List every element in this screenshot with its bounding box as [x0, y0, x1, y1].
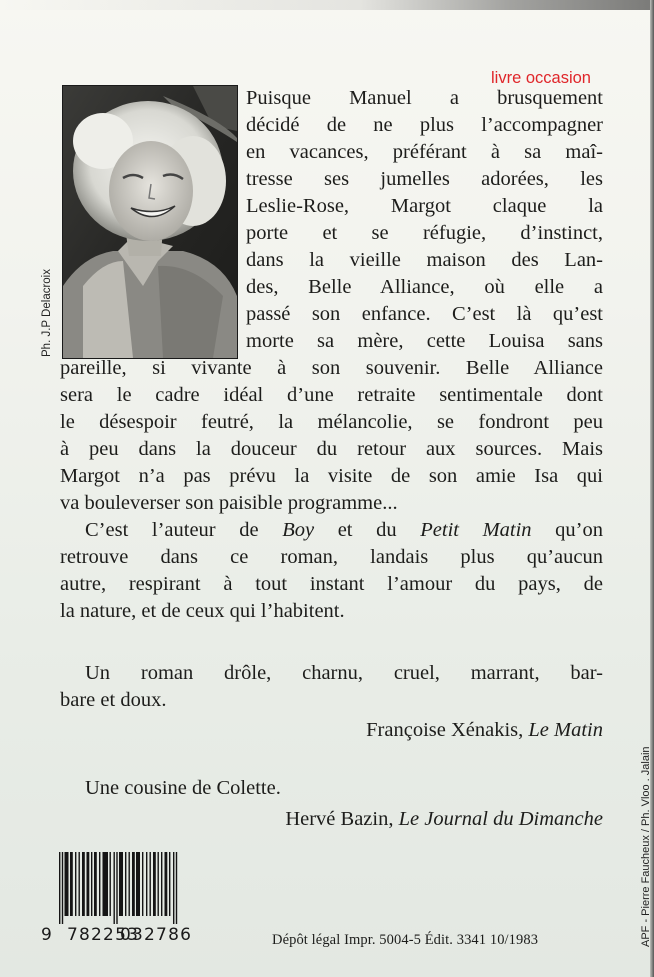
blurb-line: sera le cadre idéal d’une retraite sentimentale dont — [60, 384, 603, 406]
barcode-right-group: 032786 — [120, 925, 193, 945]
blurb-line: dans la vieille maison des Lan- — [246, 249, 603, 271]
blurb-line: décidé de ne plus l’accompagner — [246, 114, 603, 136]
blurb-line: Margot n’a pas prévu la visite de son amie Isa qui — [60, 465, 603, 487]
blurb-line: à peu dans la douceur du retour aux sources. Mais — [60, 438, 603, 460]
review-source: Le Matin — [528, 719, 603, 741]
text-run: qu’on — [531, 519, 603, 541]
blurb-line: la nature, et de ceux qui l’habitent. — [60, 600, 345, 622]
blurb-line: le désespoir feutré, la mélancolie, se fondront peu — [60, 411, 603, 433]
blurb-line: porte et se réfugie, d’instinct, — [246, 222, 603, 244]
blurb-line: pareille, si vivante à son souvenir. Belle Alliance — [60, 357, 603, 379]
watermark-label: livre occasion — [491, 69, 591, 87]
top-edge-shadow — [0, 0, 654, 10]
review-attribution — [366, 717, 603, 744]
text-run: et du — [314, 519, 421, 541]
blurb-line: des, Belle Alliance, où elle a — [246, 276, 603, 298]
portrait-image-icon — [63, 86, 237, 358]
blurb-line: autre, respirant à tout instant l’amour du pays, de — [60, 573, 603, 595]
review-quote: Une cousine de Colette. — [85, 777, 281, 799]
photo-credit: Ph. J.P Delacroix — [41, 269, 53, 357]
book-title-petit-matin: Petit Matin — [420, 519, 532, 541]
book-title-boy: Boy — [282, 519, 315, 541]
blurb-line: passé son enfance. C’est là qu’est — [246, 303, 603, 325]
review-quote: Un roman drôle, charnu, cruel, marrant, bar- — [85, 662, 603, 684]
blurb-line-with-titles — [85, 517, 603, 544]
barcode-left-group: 782253 — [67, 925, 140, 945]
reviewer-name: Hervé Bazin, — [285, 808, 399, 830]
barcode-first-digit: 9 — [41, 925, 52, 945]
blurb-line: morte sa mère, cette Louisa sans — [246, 330, 603, 352]
blurb-line: en vacances, préférant à sa maî- — [246, 141, 603, 163]
blurb-line: va bouleverser son paisible programme... — [60, 492, 398, 514]
blurb-line: Leslie-Rose, Margot claque la — [246, 195, 603, 217]
review-quote: bare et doux. — [60, 689, 167, 711]
review-source: Le Journal du Dimanche — [398, 808, 603, 830]
legal-deposit-notice: Dépôt légal Impr. 5004-5 Édit. 3341 10/1983 — [272, 932, 539, 948]
review-attribution — [285, 806, 603, 833]
cover-design-credit: APF - Pierre Faucheux / Ph. Vloo . Jalain — [640, 746, 652, 947]
reviewer-name: Françoise Xénakis, — [366, 719, 529, 741]
barcode-icon — [59, 852, 181, 924]
author-photo — [62, 85, 238, 359]
blurb-line: Puisque Manuel a brusquement — [246, 87, 603, 109]
text-run: C’est l’auteur de — [85, 519, 283, 541]
blurb-line: tresse ses jumelles adorées, les — [246, 168, 603, 190]
blurb-line: retrouve dans ce roman, landais plus qu’aucun — [60, 546, 603, 568]
